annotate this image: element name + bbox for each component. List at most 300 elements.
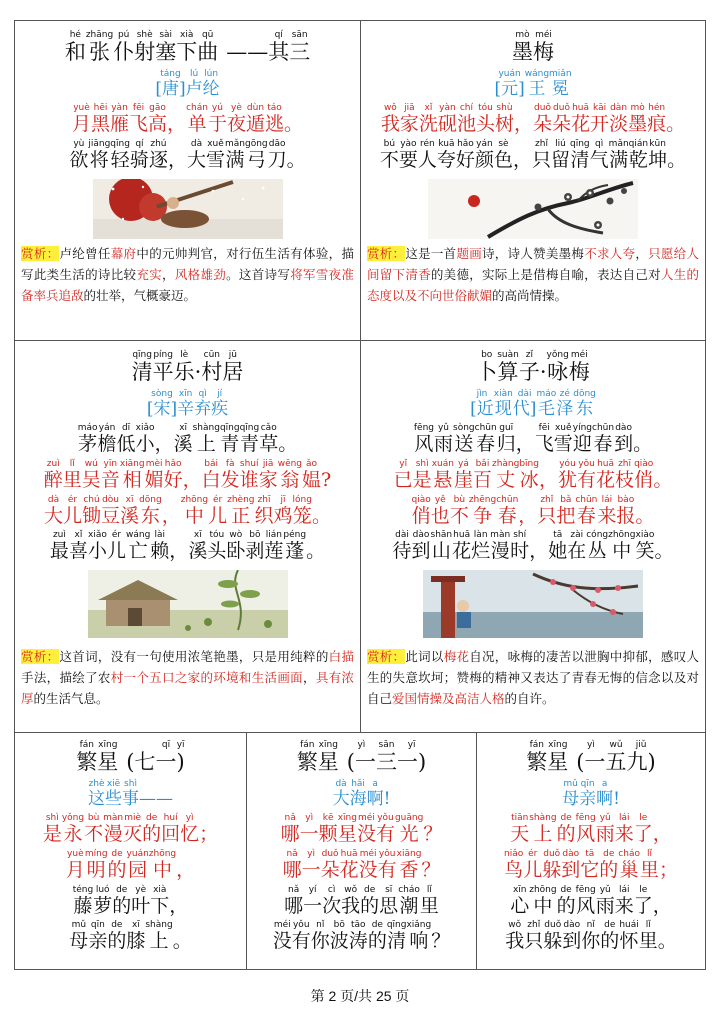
char-with-pinyin — [131, 884, 150, 917]
hanzi: 星 — [547, 750, 569, 774]
hanzi: 子 — [518, 360, 540, 384]
poem-line — [477, 919, 705, 952]
char-with-pinyin — [533, 29, 554, 64]
char-with-pinyin — [599, 848, 618, 881]
char-with-pinyin — [63, 458, 82, 491]
char-with-pinyin — [494, 68, 524, 99]
pinyin: yǔ — [437, 422, 450, 433]
pinyin: guī — [499, 422, 514, 433]
pinyin: jiā — [404, 102, 415, 113]
hanzi: 卢 — [185, 79, 203, 100]
highlighted-phrase: 白描 — [328, 649, 354, 665]
poem-appreciation — [361, 243, 705, 306]
hanzi: 躲 — [543, 930, 563, 953]
hanzi: 你 — [310, 930, 330, 953]
char-with-pinyin — [510, 812, 529, 845]
char-with-pinyin — [592, 422, 614, 455]
char-with-pinyin — [278, 458, 302, 491]
char-with-pinyin — [525, 68, 549, 99]
char-with-pinyin — [413, 458, 432, 491]
char-with-pinyin — [586, 529, 608, 562]
hanzi: 。 — [278, 432, 298, 455]
hanzi: · — [539, 360, 547, 384]
char-with-pinyin — [186, 68, 203, 99]
pinyin: yú — [211, 102, 223, 113]
char-with-pinyin — [50, 529, 69, 562]
pinyin: xiē — [106, 779, 121, 790]
hanzi: 响 — [409, 930, 429, 953]
poem-line — [15, 884, 246, 917]
highlighted-phrase: 风格雄劲 — [174, 266, 227, 282]
char-with-pinyin — [519, 349, 540, 384]
pinyin: máo — [536, 389, 557, 400]
pinyin: dào — [615, 422, 632, 433]
pinyin: yuè — [73, 102, 90, 113]
pinyin: liú — [555, 138, 566, 149]
hanzi: 花 — [571, 112, 591, 135]
pinyin: lú — [190, 69, 199, 80]
char-with-pinyin — [173, 919, 192, 952]
char-with-pinyin — [164, 458, 183, 491]
pinyin: xià — [180, 30, 194, 40]
char-with-pinyin — [321, 458, 331, 491]
hanzi: 翁 — [280, 468, 300, 491]
char-with-pinyin — [302, 458, 321, 491]
char-with-pinyin — [98, 422, 117, 455]
appreciation-text: 这首词，没有一句使用浓笔艳墨，只是用纯粹的 — [59, 649, 329, 665]
char-with-pinyin — [634, 812, 653, 845]
hanzi: 淡 — [609, 112, 629, 135]
pinyin: de — [364, 884, 376, 895]
pinyin: zhǐ — [535, 138, 548, 149]
pinyin: yào — [400, 138, 417, 149]
hanzi: 儿 — [208, 504, 228, 527]
hanzi: 冰 — [519, 468, 539, 491]
pinyin: fán — [79, 740, 94, 750]
poem-line — [15, 138, 360, 171]
char-with-pinyin — [378, 848, 397, 881]
hanzi: 逐 — [148, 148, 168, 171]
char-with-pinyin — [475, 422, 497, 455]
char-with-pinyin — [399, 138, 418, 171]
hanzi: 灭 — [123, 822, 143, 845]
pinyin: duǒ — [544, 920, 562, 931]
pinyin: qīn — [90, 920, 105, 931]
char-with-pinyin — [497, 422, 516, 455]
char-with-pinyin — [168, 138, 187, 171]
char-with-pinyin — [575, 494, 597, 527]
pinyin: zuì — [52, 530, 66, 541]
hanzi: 我 — [341, 894, 361, 917]
char-with-pinyin — [571, 102, 590, 135]
char-with-pinyin — [181, 494, 208, 527]
pinyin: shàng — [529, 812, 557, 823]
hanzi: 青 — [239, 432, 259, 455]
hanzi: 头 — [475, 112, 495, 135]
appreciation-label: 赏析： — [21, 245, 60, 261]
poem-lines — [15, 422, 360, 563]
pinyin: chí — [459, 102, 474, 113]
hanzi: 海 — [349, 789, 367, 810]
hanzi: ， — [529, 540, 549, 563]
char-with-pinyin — [176, 848, 195, 881]
hanzi: 你 — [581, 930, 601, 953]
hanzi: 。 — [306, 540, 326, 563]
hanzi: 崖 — [453, 468, 473, 491]
hanzi: 的 — [556, 822, 576, 845]
pinyin: de — [111, 920, 123, 931]
pinyin: dà — [190, 138, 203, 149]
pinyin: sān — [291, 30, 308, 40]
hanzi: 香 — [399, 858, 419, 881]
hanzi: 漫 — [103, 822, 123, 845]
char-with-pinyin — [397, 739, 426, 774]
char-with-pinyin — [573, 422, 592, 455]
pinyin: lái — [618, 812, 630, 823]
pinyin: kuā — [438, 138, 455, 149]
hanzi: 待 — [392, 540, 412, 563]
hanzi: [元] — [494, 79, 525, 100]
poem-line — [15, 529, 360, 562]
pinyin: nǎ — [287, 884, 300, 895]
char-with-pinyin — [66, 848, 85, 881]
hanzi: 醉 — [43, 468, 63, 491]
appreciation-label: 赏析： — [21, 649, 60, 665]
pinyin: kūn — [649, 138, 666, 149]
hanzi: 赖 — [150, 540, 170, 563]
pinyin: zhàng — [491, 458, 520, 469]
char-with-pinyin — [551, 138, 570, 171]
hanzi: 三 — [376, 750, 397, 774]
pinyin: fà — [225, 458, 235, 469]
pinyin: zé — [559, 389, 570, 400]
pinyin: xī — [125, 494, 134, 505]
poem-line — [361, 422, 705, 455]
pinyin: táo — [267, 102, 282, 113]
char-with-pinyin — [561, 848, 580, 881]
char-with-pinyin — [529, 812, 556, 845]
poem-card-he-zhang-pu-she — [15, 21, 360, 340]
poem-appreciation — [361, 646, 705, 709]
hanzi: 丈 — [496, 468, 516, 491]
pinyin: yǒng — [61, 812, 85, 823]
poem-card-fan-xing-159 — [477, 733, 705, 969]
hanzi: 墨 — [512, 40, 533, 64]
char-with-pinyin — [110, 138, 130, 171]
hanzi: 春 — [476, 432, 496, 455]
pinyin: wǔ — [609, 740, 623, 750]
pinyin: yǒu — [578, 458, 595, 469]
page-number: 第 2 页/共 25 页 — [310, 988, 410, 1004]
pinyin: sān — [378, 740, 395, 750]
hanzi: 母 — [69, 930, 89, 953]
char-with-pinyin — [194, 388, 211, 419]
char-with-pinyin — [187, 138, 206, 171]
pinyin: pú — [117, 30, 130, 40]
hanzi: 母 — [562, 789, 580, 810]
hanzi: 不 — [449, 504, 469, 527]
char-with-pinyin — [606, 739, 627, 774]
pinyin: shuí — [239, 458, 259, 469]
pinyin: xiǎo — [135, 422, 155, 433]
pinyin: lóng — [292, 494, 312, 505]
hanzi: 乐 — [173, 360, 195, 384]
pinyin: dùn — [246, 102, 265, 113]
hanzi: 星 — [317, 750, 339, 774]
hanzi: 一 — [155, 750, 177, 774]
char-with-pinyin — [533, 102, 552, 135]
char-with-pinyin — [453, 422, 475, 455]
pinyin: hé — [69, 30, 81, 40]
pinyin: qīng — [570, 138, 590, 149]
pinyin: yì — [307, 848, 315, 859]
hanzi: 在 — [567, 540, 587, 563]
char-with-pinyin — [293, 494, 312, 527]
poem-line — [477, 812, 705, 845]
char-with-pinyin — [177, 388, 194, 419]
hanzi: 墨 — [628, 112, 648, 135]
char-with-pinyin — [529, 884, 556, 917]
hanzi: ？ — [423, 822, 443, 845]
char-with-pinyin — [381, 102, 400, 135]
pinyin: kāi — [592, 102, 607, 113]
pinyin: mǎn — [225, 138, 245, 149]
char-with-pinyin — [576, 812, 596, 845]
pinyin: miè — [124, 812, 141, 823]
pinyin: míng — [84, 848, 108, 859]
pinyin: guāng — [394, 812, 424, 823]
pinyin: xuě — [554, 422, 572, 433]
char-with-pinyin — [524, 919, 543, 952]
hanzi: 只 — [524, 930, 544, 953]
pinyin: yè — [231, 102, 242, 113]
hanzi: 其 — [268, 40, 290, 64]
hanzi: 头 — [207, 540, 227, 563]
poem-card-bu-suan-zi — [361, 341, 705, 732]
hanzi: 现 — [494, 399, 512, 420]
hanzi: ， — [167, 112, 187, 135]
char-with-pinyin — [82, 458, 101, 491]
hanzi: ， — [176, 858, 196, 881]
hanzi: 儿 — [106, 540, 126, 563]
appreciation-text: 的自许。 — [504, 691, 555, 707]
pinyin: huā — [453, 530, 471, 541]
hanzi: 俏 — [411, 504, 431, 527]
char-with-pinyin — [167, 102, 186, 135]
hanzi: 颗 — [318, 822, 338, 845]
pinyin: qí — [135, 138, 144, 149]
hanzi: 啊 — [596, 789, 614, 810]
pinyin: qīng — [132, 350, 152, 360]
char-with-pinyin — [193, 422, 220, 455]
hanzi: 花 — [596, 468, 616, 491]
char-with-pinyin — [490, 529, 510, 562]
char-with-pinyin — [155, 29, 176, 64]
char-with-pinyin — [139, 778, 173, 809]
hanzi: 不 — [379, 148, 399, 171]
hanzi: ； — [659, 858, 679, 881]
hanzi: ， — [513, 112, 533, 135]
poem-appreciation — [15, 243, 360, 306]
char-with-pinyin — [406, 919, 431, 952]
pinyin: yíng — [572, 422, 593, 433]
char-with-pinyin — [494, 138, 513, 171]
char-with-pinyin — [495, 102, 514, 135]
pinyin: bō — [333, 920, 345, 931]
hanzi: 乾 — [628, 148, 648, 171]
hanzi: 哪 — [284, 894, 304, 917]
hanzi: 百 — [472, 468, 492, 491]
char-with-pinyin — [597, 494, 616, 527]
char-with-pinyin — [376, 812, 395, 845]
char-with-pinyin — [596, 884, 615, 917]
char-with-pinyin — [78, 422, 98, 455]
hanzi: 的 — [360, 894, 380, 917]
char-with-pinyin — [576, 884, 596, 917]
hanzi: 留 — [551, 148, 571, 171]
hanzi: 小 — [87, 540, 107, 563]
pinyin: yù — [73, 138, 85, 149]
pinyin: rén — [420, 138, 435, 149]
pinyin: yě — [434, 494, 446, 505]
pinyin: yì — [586, 740, 595, 750]
poem-subtitle — [15, 778, 246, 809]
hanzi: 纶 — [202, 79, 220, 100]
pinyin: shān — [430, 530, 453, 541]
char-with-pinyin — [471, 529, 490, 562]
pinyin: píng — [153, 350, 173, 360]
hanzi: 风 — [576, 822, 596, 845]
poem-author — [361, 388, 705, 419]
hanzi: ， — [652, 822, 672, 845]
char-with-pinyin — [203, 68, 220, 99]
char-with-pinyin — [619, 919, 638, 952]
pinyin: sī — [385, 884, 393, 895]
hanzi: 我 — [505, 930, 525, 953]
hanzi: 。 — [172, 930, 192, 953]
hanzi: 吴 — [81, 468, 101, 491]
char-with-pinyin — [150, 884, 169, 917]
hanzi: [宋] — [146, 399, 178, 420]
hanzi: 织 — [254, 504, 274, 527]
pinyin: jiāng — [88, 138, 111, 149]
hanzi: 的 — [112, 894, 132, 917]
hanzi: 鸡 — [273, 504, 293, 527]
hanzi: 卧 — [226, 540, 246, 563]
char-with-pinyin — [265, 102, 284, 135]
pinyin: luó — [95, 884, 110, 895]
pinyin: làn — [473, 530, 488, 541]
poem-line — [477, 848, 705, 881]
pinyin: zhī — [618, 458, 632, 469]
char-with-pinyin — [552, 102, 571, 135]
char-with-pinyin — [126, 919, 145, 952]
char-with-pinyin — [155, 422, 174, 455]
char-with-pinyin — [113, 29, 134, 64]
hanzi: 。 — [653, 468, 673, 491]
hanzi: 风 — [576, 894, 596, 917]
pinyin: zài — [570, 530, 584, 541]
char-with-pinyin — [287, 138, 306, 171]
pinyin: hēi — [93, 102, 108, 113]
hanzi: 家 — [258, 468, 278, 491]
char-with-pinyin — [556, 388, 573, 419]
pinyin: bù — [87, 812, 100, 823]
hanzi: 白 — [201, 468, 221, 491]
hanzi: 没 — [356, 822, 376, 845]
thatched-village-illustration — [88, 570, 288, 638]
char-with-pinyin — [177, 739, 185, 774]
pinyin: yǒu — [378, 848, 396, 859]
char-with-pinyin — [91, 102, 110, 135]
hanzi: 繁 — [526, 750, 548, 774]
char-with-pinyin — [97, 739, 118, 774]
char-with-pinyin — [122, 778, 139, 809]
pinyin: fán — [529, 740, 544, 750]
char-with-pinyin — [438, 102, 457, 135]
poem-title — [477, 739, 705, 774]
char-with-pinyin — [93, 884, 112, 917]
char-with-pinyin — [311, 919, 330, 952]
char-with-pinyin — [510, 884, 529, 917]
appreciation-text: 的生活气息。 — [33, 691, 109, 707]
char-with-pinyin — [412, 494, 431, 527]
pinyin: cháo — [398, 884, 420, 895]
hanzi: 媪 — [302, 468, 322, 491]
hanzi: 中 — [533, 894, 553, 917]
pinyin: yī — [407, 740, 416, 750]
char-with-pinyin — [338, 812, 357, 845]
hanzi: 辛 — [177, 399, 195, 420]
pinyin: xǐ — [74, 530, 83, 541]
hanzi: 谁 — [239, 468, 259, 491]
appreciation-label: 赏析： — [367, 245, 406, 261]
poem-line — [361, 138, 705, 171]
hanzi: 永 — [63, 822, 83, 845]
hanzi: 雨 — [434, 432, 454, 455]
pinyin: jī — [280, 494, 286, 505]
pinyin: huí — [163, 812, 178, 823]
poem-line — [15, 494, 360, 527]
hanzi: 园 — [128, 858, 148, 881]
hanzi: 大 — [44, 504, 64, 527]
pinyin: méi — [358, 812, 375, 823]
pinyin: shì — [45, 812, 59, 823]
hanzi: 笼 — [292, 504, 312, 527]
char-with-pinyin — [126, 739, 155, 774]
hanzi: ? — [321, 468, 332, 491]
poem-title — [361, 29, 705, 64]
hanzi: 上 — [149, 930, 169, 953]
poem-title — [361, 349, 705, 384]
pinyin: xuě — [207, 138, 224, 149]
char-with-pinyin — [222, 349, 243, 384]
char-with-pinyin — [259, 422, 278, 455]
char-with-pinyin — [512, 29, 533, 64]
char-with-pinyin — [268, 138, 287, 171]
pinyin: yī — [176, 740, 185, 750]
poem-lines — [477, 812, 705, 953]
pinyin: yá — [458, 458, 469, 469]
char-with-pinyin — [43, 812, 62, 845]
pinyin: tóu — [478, 102, 493, 113]
pinyin: duǒ — [543, 848, 561, 859]
char-with-pinyin — [556, 494, 575, 527]
pinyin: jū — [228, 350, 237, 360]
hanzi: 满 — [609, 148, 629, 171]
hanzi: 中 — [184, 504, 204, 527]
appreciation-text: 。这首诗写 — [226, 266, 291, 282]
